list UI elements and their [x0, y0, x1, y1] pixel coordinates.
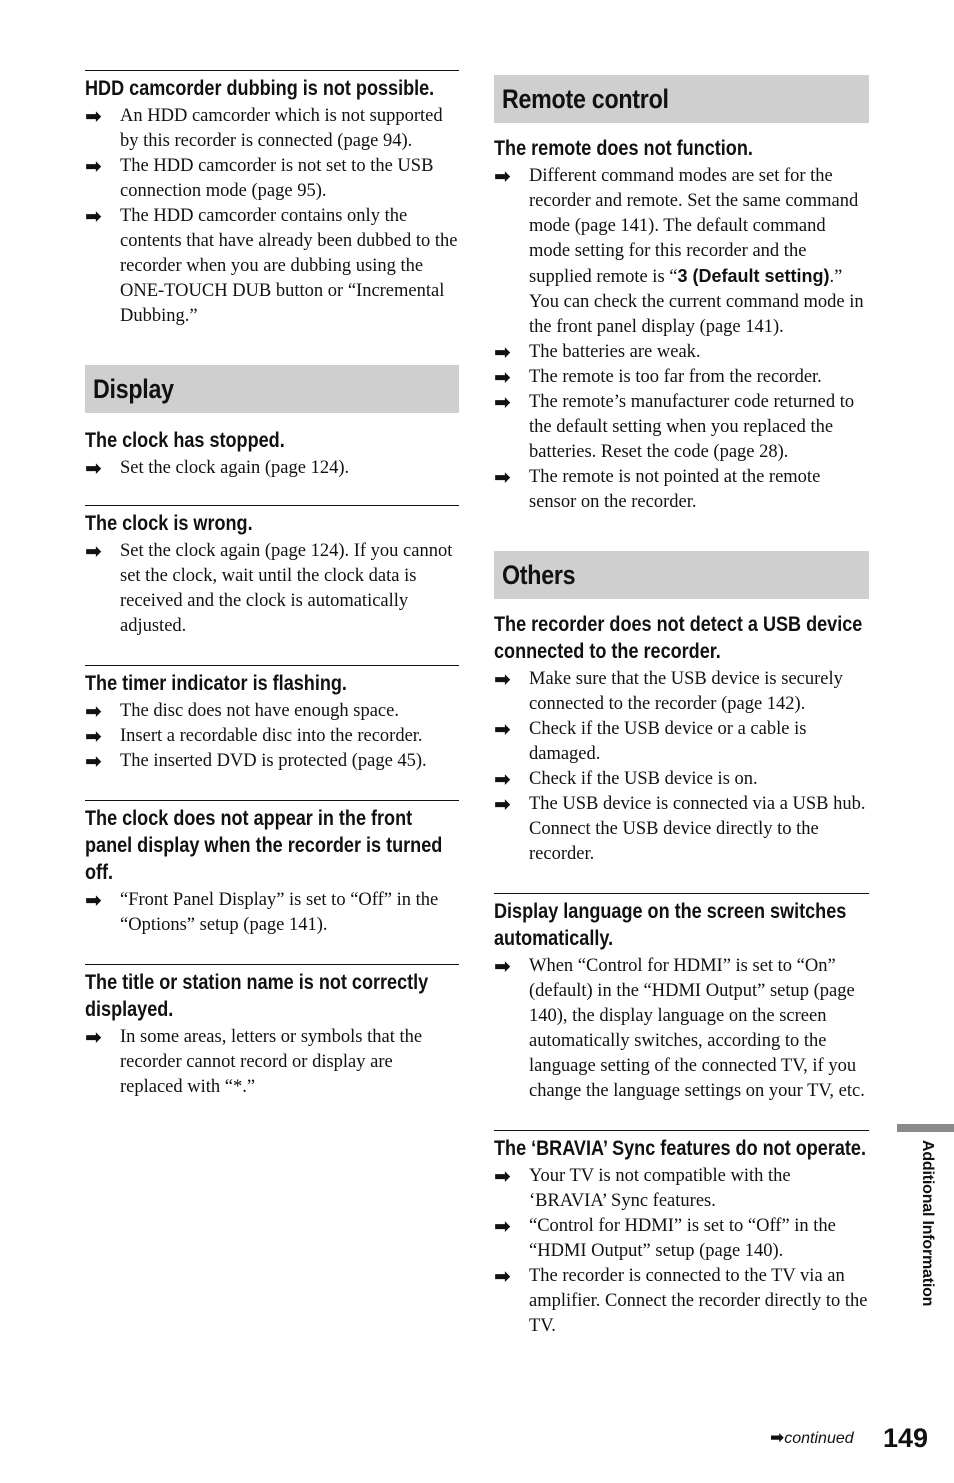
arrow-icon: ➡: [494, 1264, 511, 1288]
page-number: 149: [883, 1423, 929, 1453]
timer-flashing-block: [85, 665, 459, 774]
list-item: ➡ “Front Panel Display” is set to “Off” in the “Options” setup (page 141).: [85, 888, 439, 935]
arrow-icon: ➡: [494, 340, 511, 364]
list-item: ➡ The HDD camcorder contains only the contents that have already been dubbed to the recorder when you are dubbing using the ONE-TOUCH DUB button or “Incremental Dubbing.”: [85, 204, 458, 326]
list-item: ➡ When “Control for HDMI” is set to “On” (default) in the “HDMI Output” setup (page 140), the display language on the screen automatically switches, according to the language setting of the connected TV, if you change the language settings on your TV, etc.: [494, 954, 865, 1101]
list-item: ➡ The recorder is connected to the TV via an amplifier. Connect the recorder directly to the TV.: [494, 1264, 868, 1336]
list-item: ➡ Set the clock again (page 124).: [85, 456, 350, 480]
block-title: The clock does not appear in the front panel display when the recorder is turned off.: [85, 807, 443, 884]
section-header-display: Display: [85, 365, 459, 413]
list-item: ➡ Different command modes are set for the recorder and remote. Set the same command mode (page 141). The default command mode setting for this recorder and the supplied remote is “3 (Default setting).” You can check the current command mode in the front panel display (page 141).: [494, 164, 864, 337]
list-item: ➡ The batteries are weak.: [494, 340, 701, 364]
default-setting-label: 3 (Default setting): [677, 266, 830, 286]
chapter-tab-marker: [897, 1124, 954, 1132]
arrow-icon: ➡: [85, 204, 102, 228]
list-item: ➡ Check if the USB device or a cable is damaged.: [494, 717, 807, 764]
language-block: [494, 893, 869, 1104]
clock-wrong-block: [85, 505, 459, 639]
section-header-others: Others: [494, 551, 869, 599]
right-column: [494, 75, 869, 1339]
usb-block: [494, 611, 869, 867]
title-station-block: [85, 964, 459, 1100]
arrow-icon: ➡: [494, 792, 511, 816]
arrow-icon: ➡: [85, 888, 102, 912]
list-item: ➡ The inserted DVD is protected (page 45).: [85, 749, 427, 773]
arrow-icon: ➡: [494, 465, 511, 489]
list-item: ➡ The remote is not pointed at the remote sensor on the recorder.: [494, 465, 821, 512]
block-title: The ‘BRAVIA’ Sync features do not operate.: [494, 1137, 866, 1160]
bravia-block: [494, 1130, 869, 1339]
chapter-side-label: Additional Information: [919, 1140, 936, 1307]
list-item: ➡ Insert a recordable disc into the recorder.: [85, 724, 423, 748]
list-item: ➡ In some areas, letters or symbols that the recorder cannot record or display are replaced with “*.”: [85, 1025, 423, 1097]
arrow-icon: ➡: [494, 717, 511, 741]
arrow-icon: ➡: [85, 154, 102, 178]
arrow-icon: ➡: [494, 164, 511, 188]
arrow-icon: ➡: [85, 724, 102, 748]
remote-block: [494, 135, 869, 515]
hdd-dubbing-block: [85, 70, 459, 329]
list-item: ➡ The remote is too far from the recorder.: [494, 365, 822, 389]
block-title: The recorder does not detect a USB device connected to the recorder.: [494, 613, 863, 663]
clock-stopped-block: [85, 427, 459, 481]
list-item: ➡ The remote’s manufacturer code returned to the default setting when you replaced the batteries. Reset the code (page 28).: [494, 390, 855, 462]
arrow-icon: ➡: [494, 1164, 511, 1188]
arrow-icon: ➡: [770, 1428, 785, 1448]
arrow-icon: ➡: [494, 667, 511, 691]
list-item: ➡ Set the clock again (page 124). If you cannot set the clock, wait until the clock data is received and the clock is automatically adjusted.: [85, 539, 453, 636]
block-title: The clock is wrong.: [85, 512, 253, 535]
block-title: The timer indicator is flashing.: [85, 672, 347, 695]
arrow-icon: ➡: [85, 456, 102, 480]
arrow-icon: ➡: [85, 104, 102, 128]
section-header-remote-control: Remote control: [494, 75, 869, 123]
arrow-icon: ➡: [85, 749, 102, 773]
arrow-icon: ➡: [494, 390, 511, 414]
arrow-icon: ➡: [494, 1214, 511, 1238]
arrow-icon: ➡: [85, 1025, 102, 1049]
block-title: The clock has stopped.: [85, 429, 285, 452]
arrow-icon: ➡: [85, 539, 102, 563]
block-title: The title or station name is not correctly displayed.: [85, 971, 429, 1021]
clock-not-appear-block: [85, 800, 459, 938]
arrow-icon: ➡: [85, 699, 102, 723]
continued-note: ➡continued: [770, 1428, 854, 1448]
list-item: ➡ Check if the USB device is on.: [494, 767, 758, 791]
block-title: Display language on the screen switches automatically.: [494, 900, 847, 950]
list-item: ➡ The HDD camcorder is not set to the USB connection mode (page 95).: [85, 154, 434, 201]
block-title: HDD camcorder dubbing is not possible.: [85, 77, 435, 100]
arrow-icon: ➡: [494, 365, 511, 389]
list-item: ➡ The USB device is connected via a USB hub. Connect the USB device directly to the recorder.: [494, 792, 866, 864]
arrow-icon: ➡: [494, 954, 511, 978]
list-item: ➡ Your TV is not compatible with the ‘BRAVIA’ Sync features.: [494, 1164, 791, 1211]
block-title: The remote does not function.: [494, 137, 753, 160]
arrow-icon: ➡: [494, 767, 511, 791]
list-item: ➡ The disc does not have enough space.: [85, 699, 399, 723]
list-item: ➡ “Control for HDMI” is set to “Off” in the “HDMI Output” setup (page 140).: [494, 1214, 836, 1261]
list-item: ➡ Make sure that the USB device is securely connected to the recorder (page 142).: [494, 667, 843, 714]
list-item: ➡ An HDD camcorder which is not supported by this recorder is connected (page 94).: [85, 104, 443, 151]
left-column: [85, 70, 459, 1100]
